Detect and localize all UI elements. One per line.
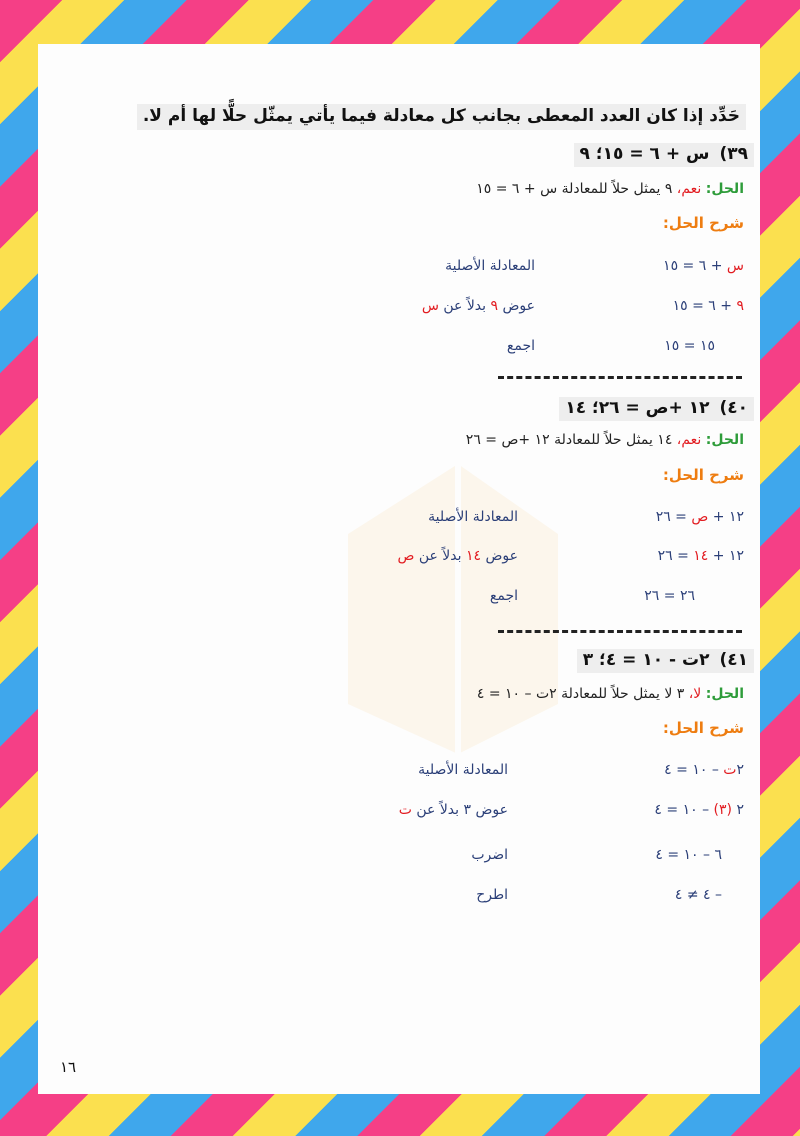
question-41 [577,649,754,673]
solution-label: الحل: [705,181,744,197]
solution-41 [477,686,744,702]
step-equation: ١٥ = ١٥ [664,338,715,354]
question-number: ٣٩) [719,144,748,164]
step-equation: ١٢ + ١٤ = ٢٦ [657,548,744,564]
section-divider [498,376,742,379]
solution-label: الحل: [705,432,744,448]
explain-heading: شرح الحل: [662,466,744,484]
question-equation: س + ٦ = ١٥؛ ٩ [579,144,710,164]
step-description: اجمع [489,588,518,604]
question-40 [559,397,754,421]
question-number: ٤٠) [719,398,748,418]
solution-statement: ٣ لا يمثل حلاً للمعادلة ٢ت – ١٠ = ٤ [476,686,685,702]
solution-39 [476,181,744,197]
solution-label: الحل: [705,686,744,702]
instruction-text: حَدِّد إذا كان العدد المعطى بجانب كل معادلة فيما يأتي يمثّل حلًّا لها أم لا. [137,104,746,130]
page-sheet [38,44,760,1094]
question-equation: ٢ت - ١٠ = ٤؛ ٣ [582,650,710,670]
step-description: عوض ٩ بدلاً عن س [421,298,535,314]
step-equation: ٢ (٣) – ١٠ = ٤ [654,802,744,818]
step-description: عوض ١٤ بدلاً عن ص [397,548,518,564]
step-description: المعادلة الأصلية [445,258,535,274]
step-equation: ٢٦ = ٢٦ [644,588,695,604]
solution-40 [466,432,744,448]
explain-heading: شرح الحل: [662,719,744,737]
step-description: المعادلة الأصلية [428,509,518,525]
step-equation: ٢ت – ١٠ = ٤ [664,762,744,778]
step-description: عوض ٣ بدلاً عن ت [398,802,508,818]
section-divider [498,630,742,633]
step-description: المعادلة الأصلية [418,762,508,778]
step-equation: س + ٦ = ١٥ [663,258,744,274]
solution-statement: ٩ يمثل حلاً للمعادلة س + ٦ = ١٥ [476,181,673,197]
step-description: اجمع [506,338,535,354]
book-watermark-icon [308,424,608,754]
step-equation: ٦ – ١٠ = ٤ [655,847,722,863]
step-equation: ١٢ + ص = ٢٦ [655,509,744,525]
step-description: اطرح [476,887,508,903]
step-description: اضرب [471,847,508,863]
verdict: نعم، [676,432,702,448]
solution-statement: ١٤ يمثل حلاً للمعادلة ١٢ +ص = ٢٦ [465,432,673,448]
question-number: ٤١) [719,650,748,670]
verdict: لا، [688,686,702,702]
step-equation: – ٤ ≠ ٤ [674,887,722,903]
step-equation: ٩ + ٦ = ١٥ [672,298,744,314]
explain-heading: شرح الحل: [662,214,744,232]
verdict: نعم، [676,181,702,197]
page-number: ١٦ [60,1058,77,1076]
question-equation: ١٢ +ص = ٢٦؛ ١٤ [565,398,710,418]
question-39 [574,143,754,167]
